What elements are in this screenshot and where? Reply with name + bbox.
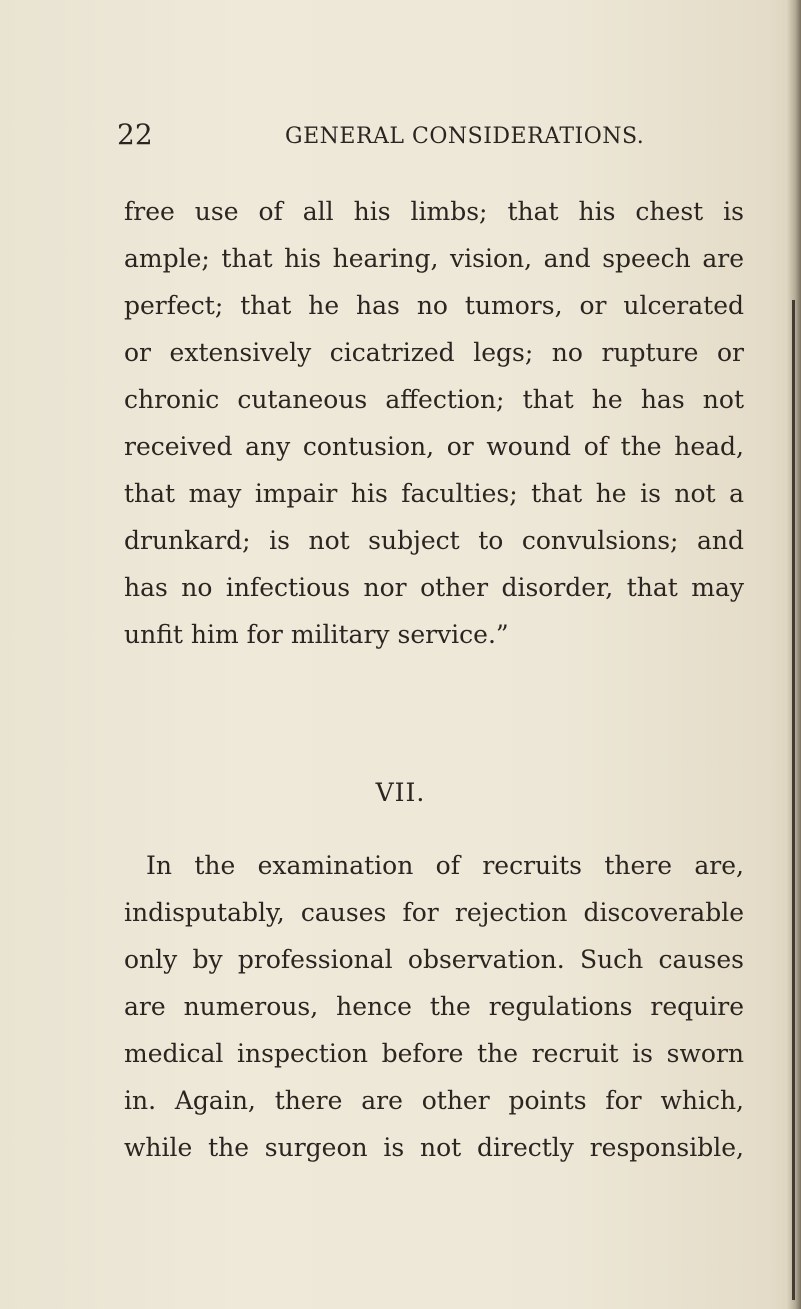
text-line: medical inspection before the recruit is sworn xyxy=(124,1039,744,1068)
text-line: perfect; that he has no tumors, or ulcerated xyxy=(124,291,744,320)
text-line: chronic cutaneous affection; that he has not xyxy=(124,385,744,414)
text-line: or extensively cicatrized legs; no rupture or xyxy=(124,338,744,367)
text-line: In the examination of recruits there are, xyxy=(146,851,744,880)
text-line: has no infectious nor other disorder, that may xyxy=(124,573,744,602)
text-line: only by professional observation. Such causes xyxy=(124,945,744,974)
text-line: that may impair his faculties; that he is not a xyxy=(124,479,744,508)
text-line: are numerous, hence the regulations require xyxy=(124,992,744,1021)
paragraph-1 xyxy=(124,188,744,658)
page-edge-line xyxy=(792,300,795,1300)
page-number: 22 xyxy=(117,118,153,151)
text-line: drunkard; is not subject to convulsions; and xyxy=(124,526,744,555)
section-heading: VII. xyxy=(375,778,426,807)
text-line: free use of all his limbs; that his chest is xyxy=(124,197,744,226)
text-line: ample; that his hearing, vision, and speech are xyxy=(124,244,744,273)
paragraph-2 xyxy=(124,842,744,1171)
text-line: received any contusion, or wound of the head, xyxy=(124,432,744,461)
running-head: GENERAL CONSIDERATIONS. xyxy=(285,124,645,149)
page-header xyxy=(117,118,757,158)
text-line: in. Again, there are other points for which, xyxy=(124,1086,744,1115)
text-line: unfit him for military service.” xyxy=(124,620,509,649)
text-line: while the surgeon is not directly responsible, xyxy=(124,1133,744,1162)
text-line: indisputably, causes for rejection discoverable xyxy=(124,898,744,927)
